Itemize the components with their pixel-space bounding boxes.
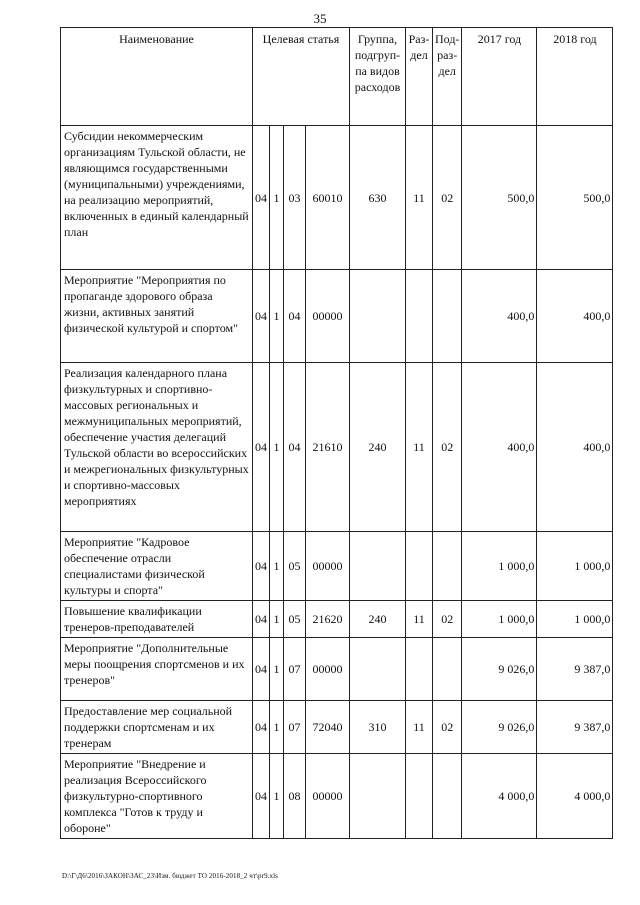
cell-p4: 00000 [306, 270, 350, 363]
cell-subsection: 02 [433, 363, 462, 532]
header-subsection: Под-раз-дел [433, 28, 462, 126]
cell-p1: 04 [253, 638, 270, 701]
cell-section: 11 [406, 126, 433, 270]
cell-p3: 08 [284, 754, 306, 839]
cell-section [406, 638, 433, 701]
cell-name: Мероприятие "Мероприятия по пропаганде здорового образа жизни, активных занятий физической культурой и спортом" [61, 270, 253, 363]
cell-y2017: 4 000,0 [462, 754, 537, 839]
cell-y2018: 9 387,0 [537, 638, 613, 701]
cell-section: 11 [406, 363, 433, 532]
cell-y2018: 1 000,0 [537, 532, 613, 601]
cell-p2: 1 [270, 532, 284, 601]
cell-subsection [433, 754, 462, 839]
cell-section [406, 532, 433, 601]
cell-y2017: 9 026,0 [462, 701, 537, 754]
cell-name: Предоставление мер социальной поддержки спортсменам и их тренерам [61, 701, 253, 754]
cell-section: 11 [406, 601, 433, 638]
table-row [61, 601, 613, 638]
cell-p1: 04 [253, 754, 270, 839]
table-row [61, 270, 613, 363]
cell-name: Субсидии некоммерческим организациям Тульской области, не являющимся государственными (муниципальными) учреждениями, на реализацию мероприятий, включенных в единый календарный план [61, 126, 253, 270]
cell-name: Повышение квалификации тренеров-преподавателей [61, 601, 253, 638]
cell-y2018: 4 000,0 [537, 754, 613, 839]
cell-p1: 04 [253, 601, 270, 638]
budget-table [60, 27, 613, 839]
cell-p3: 07 [284, 638, 306, 701]
cell-p4: 21610 [306, 363, 350, 532]
cell-name: Мероприятие "Дополнительные меры поощрения спортсменов и их тренеров" [61, 638, 253, 701]
cell-p2: 1 [270, 754, 284, 839]
header-target: Целевая статья [253, 28, 350, 126]
header-2018: 2018 год [537, 28, 613, 126]
cell-section [406, 270, 433, 363]
cell-group [350, 638, 406, 701]
cell-y2018: 500,0 [537, 126, 613, 270]
cell-p4: 00000 [306, 532, 350, 601]
cell-p3: 05 [284, 532, 306, 601]
cell-group [350, 754, 406, 839]
cell-p1: 04 [253, 701, 270, 754]
cell-p2: 1 [270, 601, 284, 638]
cell-y2018: 400,0 [537, 363, 613, 532]
cell-section [406, 754, 433, 839]
cell-y2017: 500,0 [462, 126, 537, 270]
page-number: 35 [313, 11, 327, 26]
table-row [61, 126, 613, 270]
cell-p4: 60010 [306, 126, 350, 270]
cell-subsection: 02 [433, 701, 462, 754]
cell-group [350, 532, 406, 601]
cell-p2: 1 [270, 363, 284, 532]
cell-y2017: 400,0 [462, 363, 537, 532]
cell-section: 11 [406, 701, 433, 754]
header-2017: 2017 год [462, 28, 537, 126]
cell-p2: 1 [270, 126, 284, 270]
cell-p1: 04 [253, 270, 270, 363]
cell-subsection: 02 [433, 126, 462, 270]
cell-group: 630 [350, 126, 406, 270]
header-name: Наименование [61, 28, 253, 126]
table-row [61, 532, 613, 601]
cell-subsection [433, 638, 462, 701]
table-row [61, 638, 613, 701]
cell-p2: 1 [270, 638, 284, 701]
cell-p3: 04 [284, 363, 306, 532]
cell-p3: 07 [284, 701, 306, 754]
cell-p3: 03 [284, 126, 306, 270]
cell-p4: 72040 [306, 701, 350, 754]
cell-y2018: 9 387,0 [537, 701, 613, 754]
cell-p2: 1 [270, 270, 284, 363]
file-path-footer: D:\Г\Д6\2016\ЗАКОН\ЗАС_23\Изм. бюджет ТО 2016-2018_2 чт\pr9.xls [62, 872, 278, 880]
header-group: Группа, подгруп-па видов расходов [350, 28, 406, 126]
cell-p1: 04 [253, 126, 270, 270]
cell-y2017: 1 000,0 [462, 532, 537, 601]
cell-p4: 00000 [306, 638, 350, 701]
cell-p1: 04 [253, 532, 270, 601]
cell-p3: 04 [284, 270, 306, 363]
cell-p4: 21620 [306, 601, 350, 638]
cell-y2018: 1 000,0 [537, 601, 613, 638]
cell-subsection: 02 [433, 601, 462, 638]
cell-subsection [433, 532, 462, 601]
cell-p1: 04 [253, 363, 270, 532]
cell-p4: 00000 [306, 754, 350, 839]
cell-name: Реализация календарного плана физкультурных и спортивно-массовых региональных и межмуниципальных мероприятий, обеспечение участия делегаций Тульской области во всероссийских и межрегиональных физкультурных и спортивно-массовых мероприятиях [61, 363, 253, 532]
cell-y2018: 400,0 [537, 270, 613, 363]
table-body [61, 126, 613, 839]
header-section: Раз-дел [406, 28, 433, 126]
cell-y2017: 400,0 [462, 270, 537, 363]
cell-p2: 1 [270, 701, 284, 754]
table-row [61, 363, 613, 532]
cell-name: Мероприятие "Кадровое обеспечение отрасли специалистами физической культуры и спорта" [61, 532, 253, 601]
cell-name: Мероприятие "Внедрение и реализация Всероссийского физкультурно-спортивного комплекса "Готов к труду и обороне" [61, 754, 253, 839]
cell-p3: 05 [284, 601, 306, 638]
cell-group: 240 [350, 601, 406, 638]
cell-group [350, 270, 406, 363]
cell-group: 240 [350, 363, 406, 532]
cell-y2017: 9 026,0 [462, 638, 537, 701]
cell-group: 310 [350, 701, 406, 754]
table-row [61, 701, 613, 754]
cell-y2017: 1 000,0 [462, 601, 537, 638]
cell-subsection [433, 270, 462, 363]
table-row [61, 754, 613, 839]
